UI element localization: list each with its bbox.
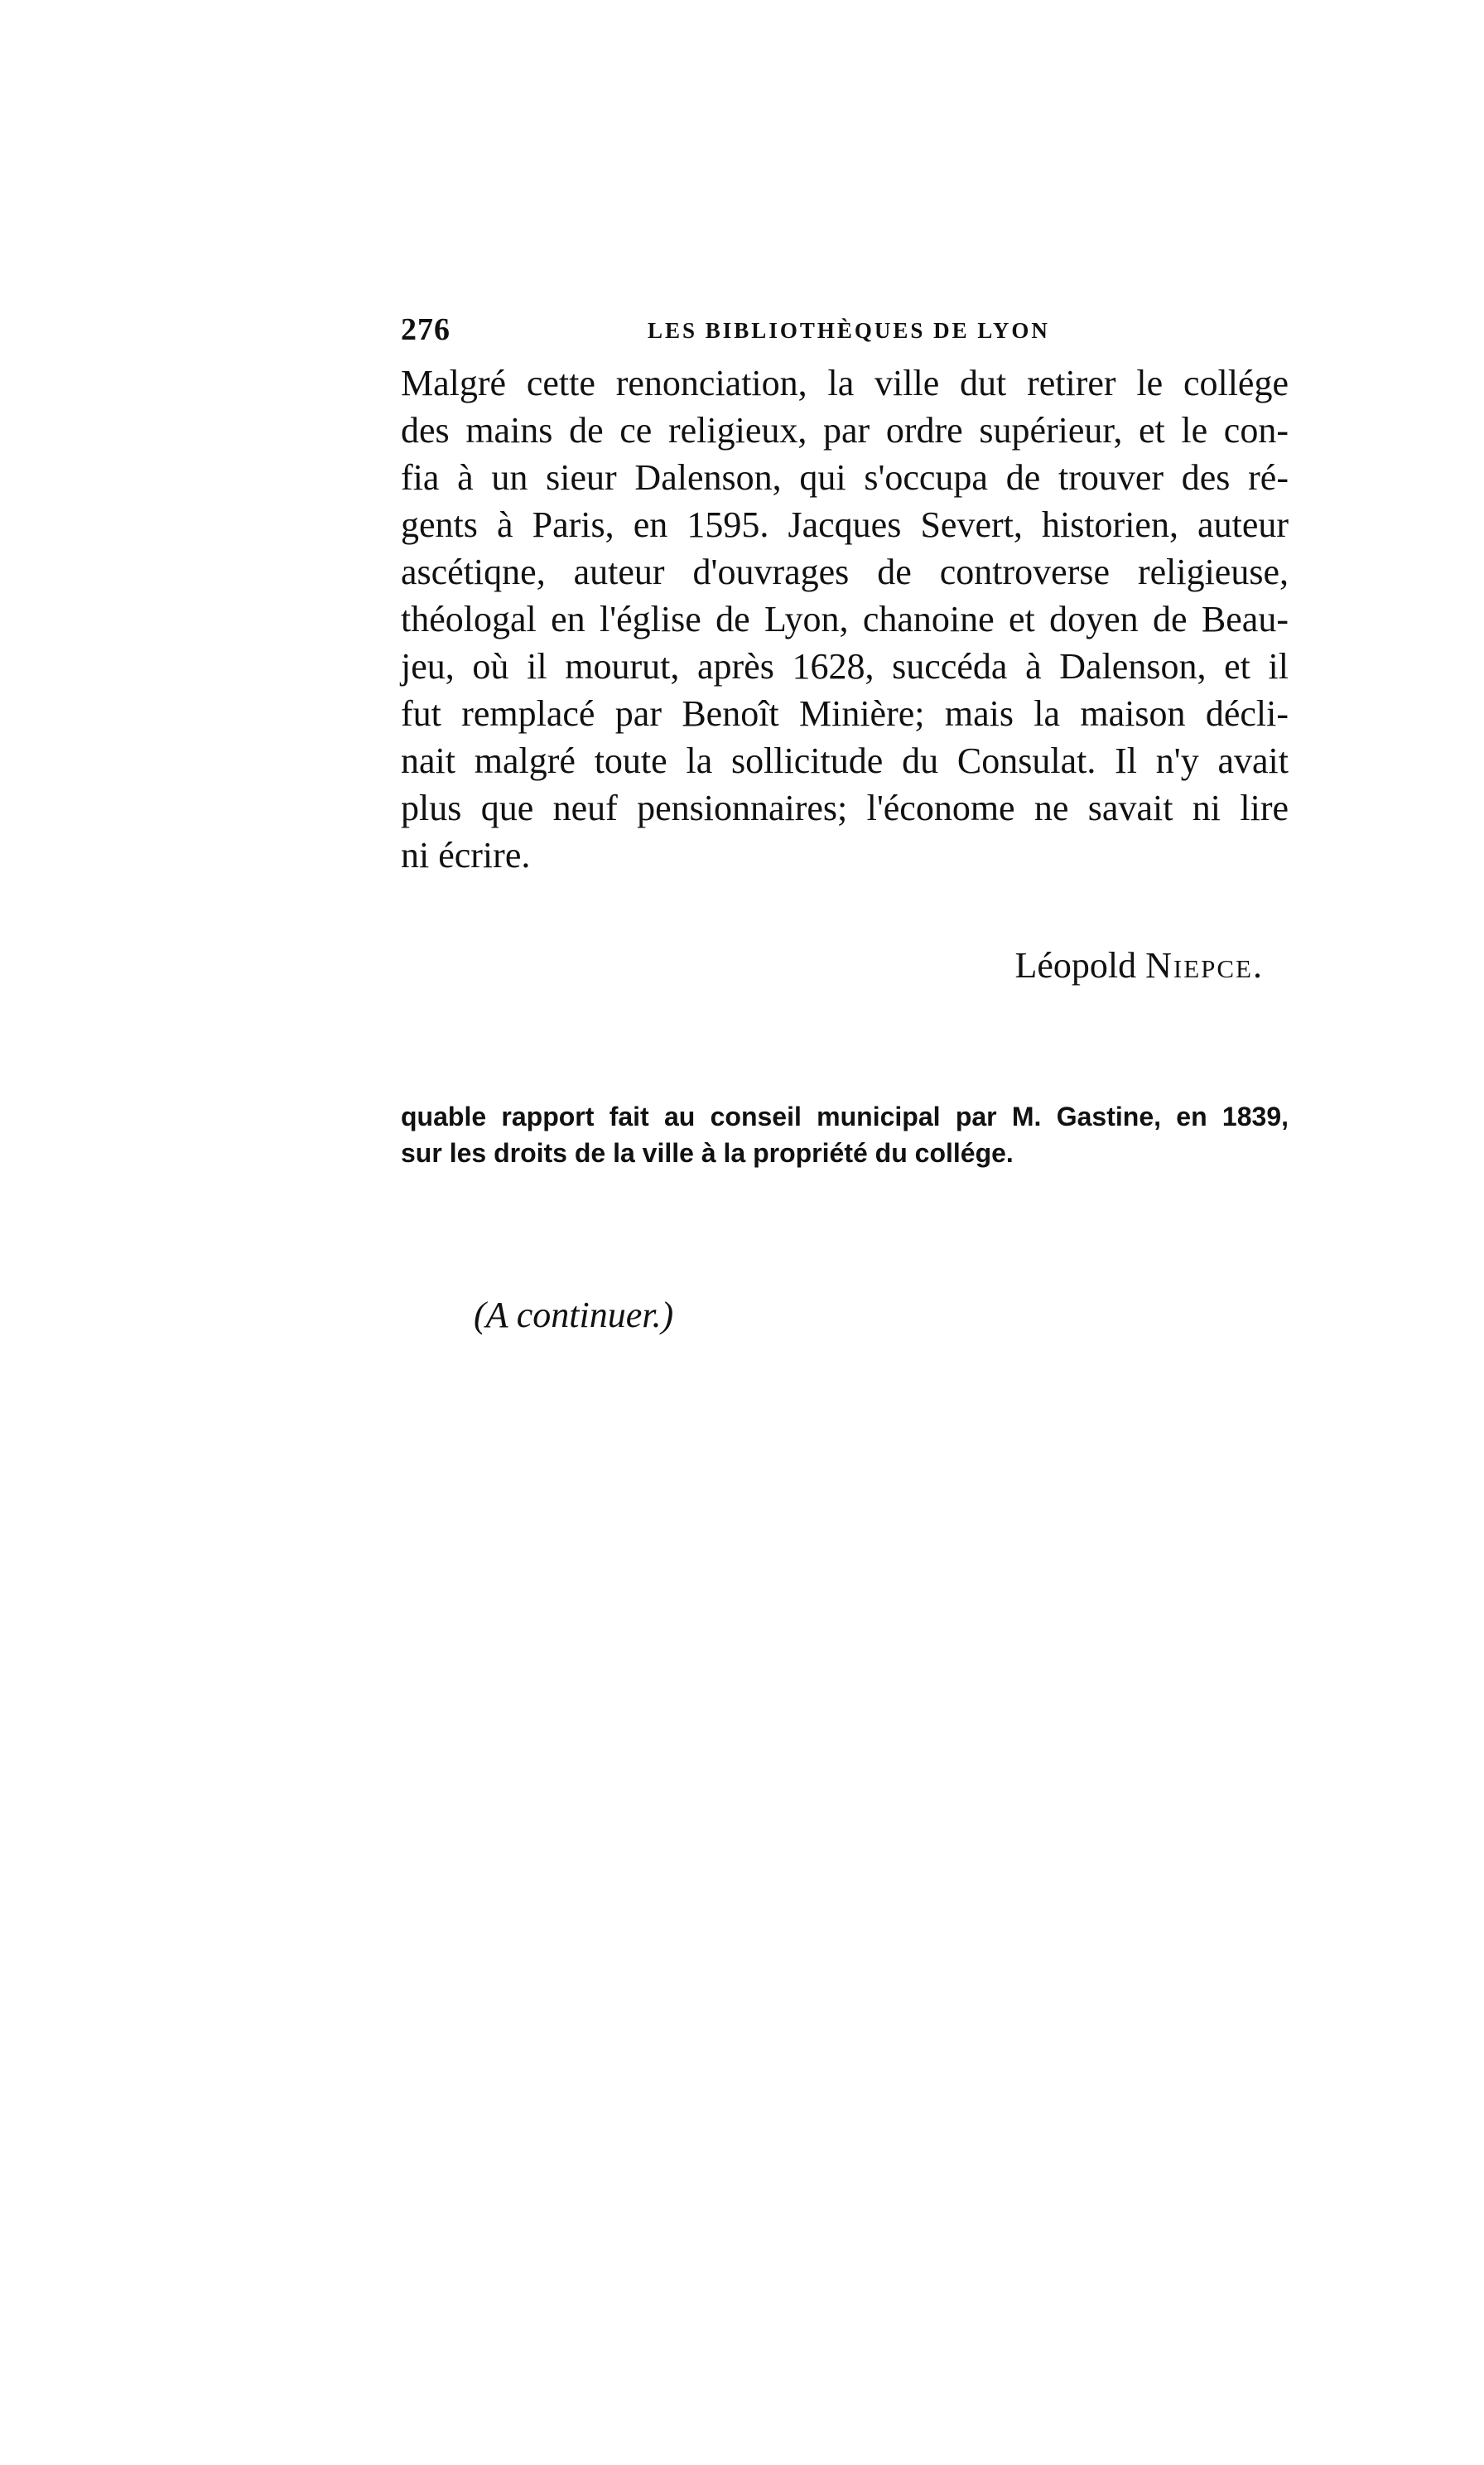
- body-line: ni écrire.: [401, 835, 531, 876]
- body-line: Malgré cette renonciation, la ville dut retirer le collége: [401, 363, 1289, 403]
- footnote-line: quable rapport fait au conseil municipal par M. Gastine, en 1839,: [401, 1102, 1289, 1131]
- body-line: théologal en l'église de Lyon, chanoine et doyen de Beau-: [401, 599, 1289, 639]
- body-line: fut remplacé par Benoît Minière; mais la maison décli-: [401, 693, 1289, 734]
- running-title: LES BIBLIOTHÈQUES DE LYON: [648, 318, 1050, 343]
- body-line: nait malgré toute la sollicitude du Consulat. Il n'y avait: [401, 740, 1289, 781]
- body-line: plus que neuf pensionnaires; l'économe ne savait ni lire: [401, 788, 1289, 828]
- continuation-note: (A continuer.): [474, 1295, 674, 1335]
- author-signature: [1014, 944, 1262, 986]
- body-paragraph: [401, 359, 1289, 879]
- body-line: ascétiqne, auteur d'ouvrages de controverse religieuse,: [401, 552, 1289, 592]
- body-line: gents à Paris, en 1595. Jacques Severt, historien, auteur: [401, 504, 1289, 545]
- body-line: fia à un sieur Dalenson, qui s'occupa de trouver des ré-: [401, 457, 1289, 498]
- body-line: jeu, où il mourut, après 1628, succéda à Dalenson, et il: [401, 646, 1289, 687]
- footnote-line: sur les droits de la ville à la propriété du collége.: [401, 1138, 1014, 1168]
- footnote: [401, 1098, 1289, 1171]
- body-line: des mains de ce religieux, par ordre supérieur, et le con-: [401, 410, 1289, 451]
- author-first-name: Léopold: [1014, 945, 1137, 986]
- page-number: 276: [401, 312, 450, 347]
- running-head: [401, 311, 1289, 351]
- author-last-name: Niepce: [1145, 945, 1253, 986]
- signature-period: .: [1253, 945, 1262, 986]
